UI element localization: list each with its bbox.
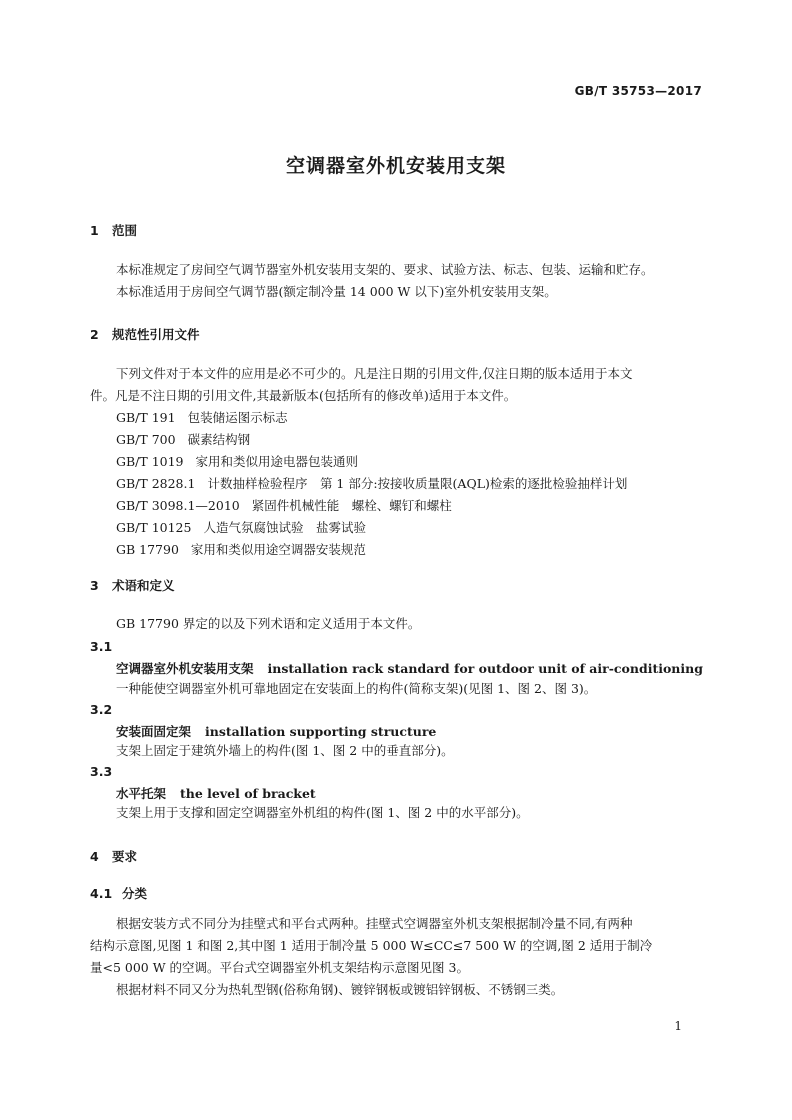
paragraph-continuation: 结构示意图,见图 1 和图 2,其中图 1 适用于制冷量 5 000 W≤CC≤7 500 W 的空调,图 2 适用于制冷 (90, 938, 653, 953)
section-number: 1 (90, 223, 99, 238)
section-title: 要求 (112, 849, 138, 864)
section-heading-normative-references (90, 325, 200, 343)
term-number: 3.2 (90, 702, 113, 717)
section-title: 术语和定义 (112, 578, 175, 593)
section-title: 规范性引用文件 (112, 327, 200, 342)
reference-item (116, 452, 358, 472)
paragraph: 下列文件对于本文件的应用是必不可少的。凡是注日期的引用文件,仅注日期的版本适用于本文 (116, 366, 633, 381)
reference-title: 人造气氛腐蚀试验 盐雾试验 (203, 520, 366, 535)
paragraph: 根据安装方式不同分为挂壁式和平台式两种。挂壁式空调器室外机支架根据制冷量不同,有两种 (116, 916, 633, 931)
term-chinese: 水平托架 (116, 786, 167, 801)
section-title: 范围 (112, 223, 138, 238)
subsection-number: 4.1 (90, 886, 113, 901)
reference-item (116, 518, 366, 538)
section-number: 4 (90, 849, 99, 864)
reference-title: 家用和类似用途空调器安装规范 (190, 542, 366, 557)
reference-title: 计数抽样检验程序 第 1 部分:按接收质量限(AQL)检索的逐批检验抽样计划 (207, 476, 628, 491)
reference-code: GB/T 3098.1—2010 (116, 498, 240, 513)
reference-item (116, 430, 250, 450)
term-english: installation supporting structure (205, 724, 437, 739)
subsection-title: 分类 (122, 886, 148, 901)
term-definition: 支架上用于支撑和固定空调器室外机组的构件(图 1、图 2 中的水平部分)。 (116, 805, 529, 820)
paragraph: 根据材料不同又分为热轧型钢(俗称角钢)、镀锌钢板或镀铝锌钢板、不锈钢三类。 (116, 982, 564, 997)
reference-item (116, 496, 452, 516)
reference-code: GB/T 1019 (116, 454, 184, 469)
term-definition: 一种能使空调器室外机可靠地固定在安装面上的构件(简称支架)(见图 1、图 2、图 3)。 (116, 681, 597, 696)
section-heading-scope (90, 221, 137, 239)
reference-code: GB/T 2828.1 (116, 476, 196, 491)
reference-code: GB 17790 (116, 542, 179, 557)
term-definition: 支架上固定于建筑外墙上的构件(图 1、图 2 中的垂直部分)。 (116, 743, 454, 758)
section-heading-terms-definitions (90, 576, 175, 594)
term-english: installation rack standard for outdoor unit of air-conditioning (267, 661, 703, 676)
page-number: 1 (674, 1019, 682, 1033)
reference-item (116, 408, 288, 428)
reference-code: GB/T 10125 (116, 520, 192, 535)
paragraph-continuation: 件。凡是不注日期的引用文件,其最新版本(包括所有的修改单)适用于本文件。 (90, 388, 517, 403)
term-entry (116, 659, 703, 677)
reference-title: 包装储运图示标志 (187, 410, 288, 425)
standard-code: GB/T 35753—2017 (574, 84, 702, 98)
paragraph: GB 17790 界定的以及下列术语和定义适用于本文件。 (116, 616, 421, 631)
reference-item (116, 474, 627, 494)
paragraph: 本标准适用于房间空气调节器(额定制冷量 14 000 W 以下)室外机安装用支架。 (116, 284, 557, 299)
paragraph-continuation: 量<5 000 W 的空调。平台式空调器室外机支架结构示意图见图 3。 (90, 960, 469, 975)
section-number: 2 (90, 327, 99, 342)
term-chinese: 安装面固定架 (116, 724, 192, 739)
term-english: the level of bracket (180, 786, 316, 801)
section-number: 3 (90, 578, 99, 593)
reference-item (116, 540, 366, 560)
reference-code: GB/T 700 (116, 432, 176, 447)
section-heading-requirements (90, 847, 137, 865)
reference-title: 紧固件机械性能 螺栓、螺钉和螺柱 (251, 498, 452, 513)
reference-title: 碳素结构钢 (187, 432, 251, 447)
term-number: 3.1 (90, 639, 113, 654)
reference-title: 家用和类似用途电器包装通则 (195, 454, 359, 469)
term-chinese: 空调器室外机安装用支架 (116, 661, 254, 676)
term-number: 3.3 (90, 764, 113, 779)
term-entry (116, 784, 316, 802)
document-title: 空调器室外机安装用支架 (285, 155, 506, 177)
term-entry (116, 722, 436, 740)
subsection-heading-classification (90, 884, 147, 902)
reference-code: GB/T 191 (116, 410, 176, 425)
paragraph: 本标准规定了房间空气调节器室外机安装用支架的、要求、试验方法、标志、包装、运输和贮存。 (116, 262, 654, 277)
